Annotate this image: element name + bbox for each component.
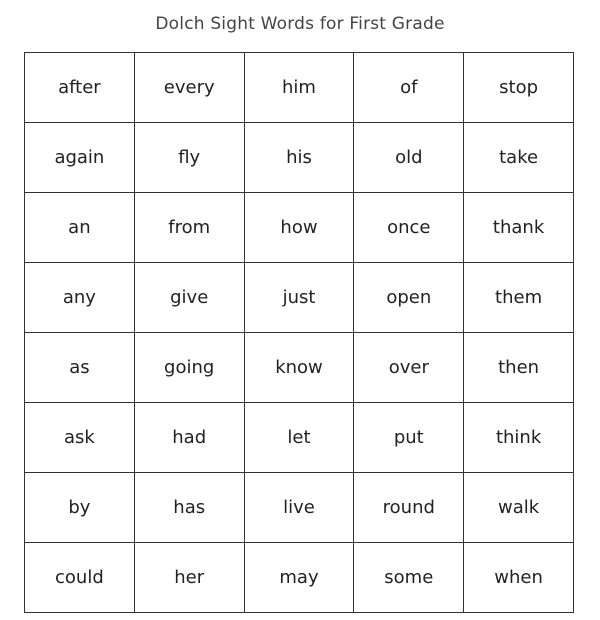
word-cell: take (464, 123, 574, 193)
word-cell: fly (134, 123, 244, 193)
word-cell: had (134, 403, 244, 473)
word-cell: know (244, 333, 354, 403)
word-cell: then (464, 333, 574, 403)
word-cell: after (25, 53, 135, 123)
word-cell: thank (464, 193, 574, 263)
word-cell: think (464, 403, 574, 473)
word-cell: how (244, 193, 354, 263)
word-cell: live (244, 473, 354, 543)
table-row (25, 543, 574, 613)
word-cell: over (354, 333, 464, 403)
word-cell: has (134, 473, 244, 543)
word-cell: them (464, 263, 574, 333)
table-row (25, 403, 574, 473)
word-cell: walk (464, 473, 574, 543)
word-cell: him (244, 53, 354, 123)
word-cell: open (354, 263, 464, 333)
word-cell: going (134, 333, 244, 403)
word-cell: could (25, 543, 135, 613)
page-title: Dolch Sight Words for First Grade (155, 14, 445, 34)
word-cell: her (134, 543, 244, 613)
word-cell: give (134, 263, 244, 333)
table-row (25, 333, 574, 403)
table-row (25, 193, 574, 263)
word-cell: old (354, 123, 464, 193)
word-cell: an (25, 193, 135, 263)
word-cell: some (354, 543, 464, 613)
word-cell: by (25, 473, 135, 543)
word-cell: every (134, 53, 244, 123)
word-cell: his (244, 123, 354, 193)
word-cell: of (354, 53, 464, 123)
word-cell: let (244, 403, 354, 473)
word-cell: round (354, 473, 464, 543)
table-row (25, 473, 574, 543)
word-cell: just (244, 263, 354, 333)
word-cell: when (464, 543, 574, 613)
word-cell: again (25, 123, 135, 193)
word-cell: any (25, 263, 135, 333)
word-cell: from (134, 193, 244, 263)
table-row (25, 263, 574, 333)
word-cell: ask (25, 403, 135, 473)
word-cell: once (354, 193, 464, 263)
word-grid (24, 52, 574, 613)
word-grid-container (24, 52, 574, 620)
table-row (25, 53, 574, 123)
word-cell: as (25, 333, 135, 403)
table-row (25, 123, 574, 193)
word-cell: may (244, 543, 354, 613)
word-cell: put (354, 403, 464, 473)
word-cell: stop (464, 53, 574, 123)
